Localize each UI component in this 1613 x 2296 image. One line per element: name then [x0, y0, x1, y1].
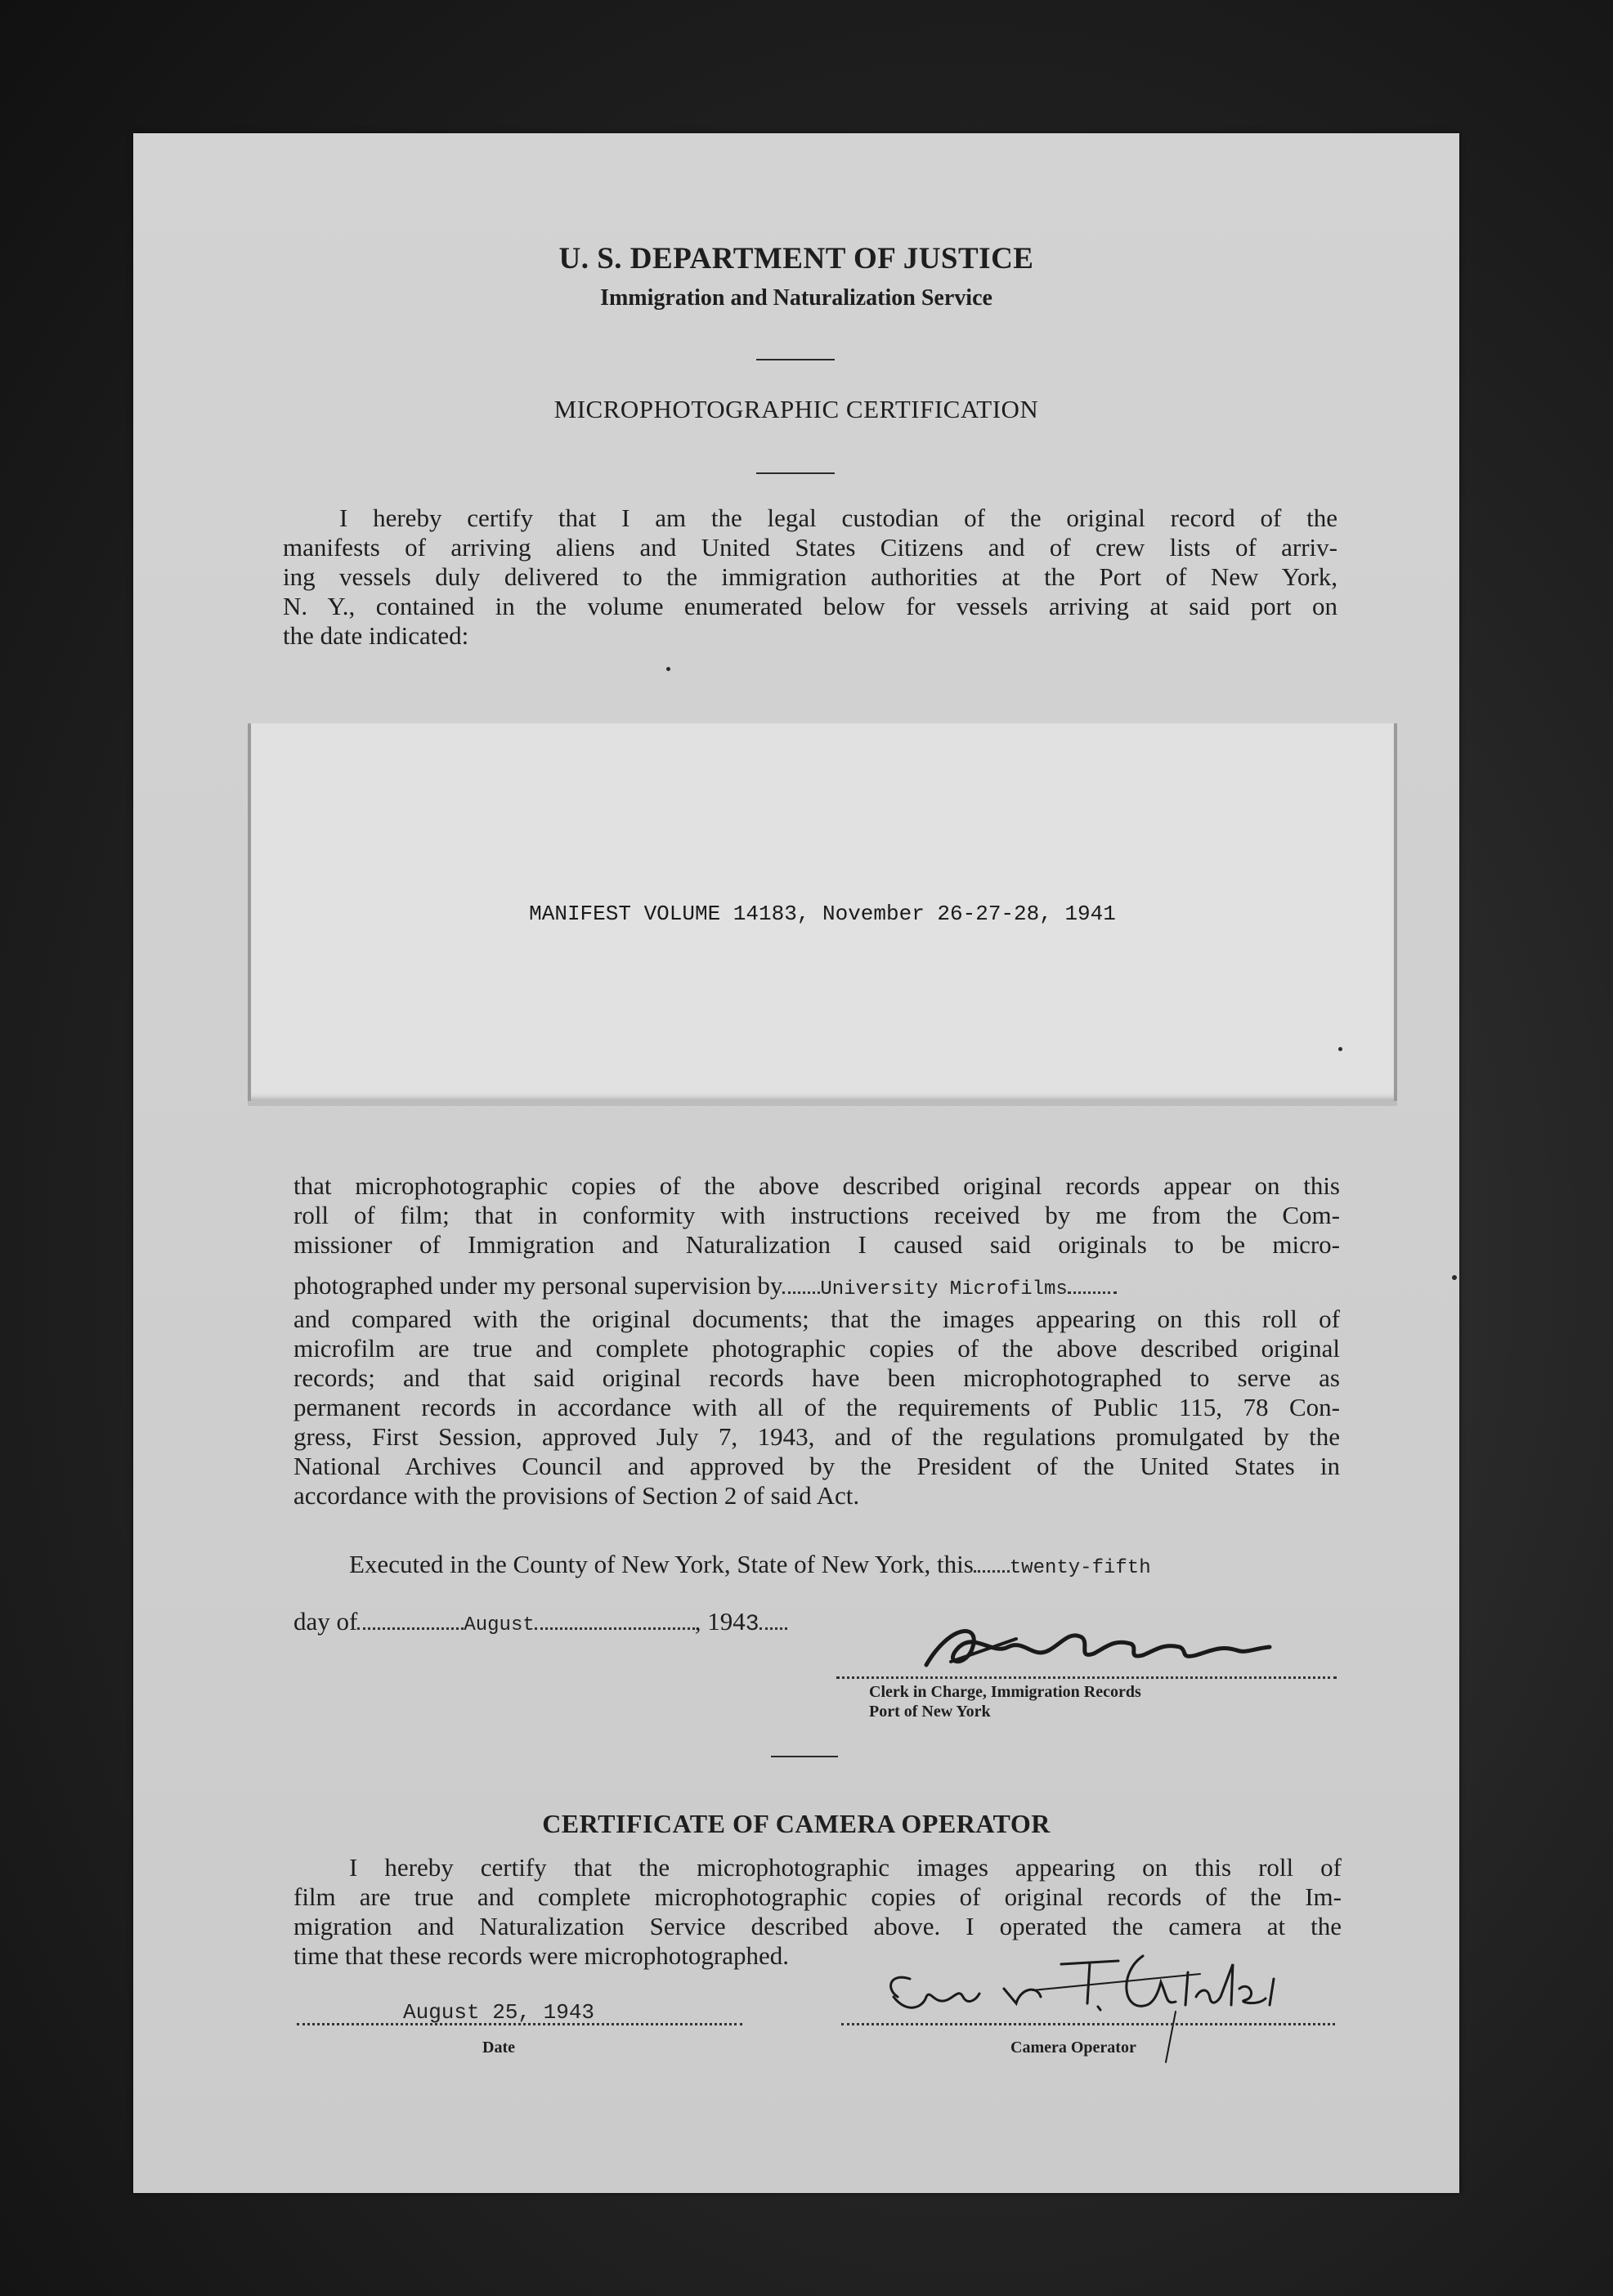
paragraph-line: records; and that said original records have been microphotographed to serve as [293, 1363, 1340, 1392]
paragraph-line: migration and Naturalization Service described above. I operated the camera at the [293, 1912, 1342, 1940]
clerk-signature [894, 1614, 1384, 1680]
paragraph-line: I hereby certify that the microphotographic images appearing on this roll of [349, 1853, 1342, 1882]
paragraph-line: roll of film; that in conformity with instructions received by me from the Com- [293, 1201, 1340, 1229]
paragraph-line: permanent records in accordance with all of the requirements of Public 115, 78 Con- [293, 1393, 1340, 1421]
camera-operator-label: Camera Operator [1010, 2039, 1136, 2057]
day-of-label: day of [293, 1607, 358, 1636]
paragraph-line: gress, First Session, approved July 7, 1943, and of the regulations promulgated by the [293, 1422, 1340, 1451]
body-paragraph [293, 1171, 1340, 1511]
paragraph-line: N. Y., contained in the volume enumerated below for vessels arriving at said port on [283, 592, 1337, 620]
camera-date-value: August 25, 1943 [403, 2000, 595, 2025]
executed-line [349, 1550, 1340, 1583]
clerk-signature-line [836, 1676, 1337, 1679]
certificate-page [133, 133, 1459, 2193]
paragraph-line: missioner of Immigration and Naturalization I caused said originals to be micro- [293, 1230, 1340, 1259]
manifest-volume-card [248, 723, 1397, 1101]
department-heading: U. S. DEPARTMENT OF JUSTICE [558, 242, 1034, 275]
camera-operator-signature-line [841, 2023, 1335, 2025]
divider-rule [756, 359, 835, 360]
microfilm-company: University Microfilms [820, 1278, 1068, 1300]
photographed-by-line [293, 1271, 1340, 1305]
manifest-volume-text: MANIFEST VOLUME 14183, November 26-27-28, 1941 [529, 902, 1116, 926]
clerk-title: Clerk in Charge, Immigration Records [869, 1683, 1141, 1701]
date-line [297, 2023, 742, 2025]
executed-prefix: Executed in the County of New York, State of New York, this [349, 1550, 974, 1578]
service-subheading: Immigration and Naturalization Service [600, 285, 992, 311]
execution-year-digit: 3 [745, 1612, 759, 1637]
clerk-place: Port of New York [869, 1703, 991, 1721]
paragraph-line: accordance with the provisions of Section 2 of said Act. [293, 1481, 860, 1510]
dust-speck [1452, 1275, 1457, 1280]
photographed-prefix: photographed under my personal supervision by [293, 1271, 783, 1300]
execution-month: August [464, 1614, 535, 1636]
paragraph-line: film are true and complete microphotographic copies of original records of the Im- [293, 1882, 1342, 1911]
execution-day: twenty-fifth [1009, 1557, 1151, 1579]
divider-rule [756, 472, 835, 474]
paragraph-line: I hereby certify that I am the legal custodian of the original record of the [339, 504, 1337, 532]
dust-speck [666, 667, 670, 671]
certification-title: MICROPHOTOGRAPHIC CERTIFICATION [553, 395, 1039, 423]
paragraph-line: the date indicated: [283, 621, 469, 650]
intro-paragraph [283, 504, 1337, 651]
execution-year-prefix: , 194 [694, 1607, 746, 1636]
divider-rule [771, 1756, 838, 1757]
paragraph-line: manifests of arriving aliens and United States Citizens and of crew lists of arriv- [283, 533, 1337, 562]
dust-speck [1338, 1047, 1342, 1051]
paragraph-line: and compared with the original documents; that the images appearing on this roll of [293, 1305, 1340, 1333]
paragraph-line: time that these records were microphotographed. [293, 1941, 789, 1970]
paragraph-line: that microphotographic copies of the above described original records appear on this [293, 1171, 1340, 1200]
paragraph-line: ing vessels duly delivered to the immigration authorities at the Port of New York, [283, 562, 1337, 591]
paragraph-line: microfilm are true and complete photographic copies of the above described original [293, 1334, 1340, 1363]
camera-certificate-title: CERTIFICATE OF CAMERA OPERATOR [542, 1809, 1051, 1838]
date-label: Date [482, 2039, 515, 2057]
paragraph-line: National Archives Council and approved by the President of the United States in [293, 1452, 1340, 1480]
